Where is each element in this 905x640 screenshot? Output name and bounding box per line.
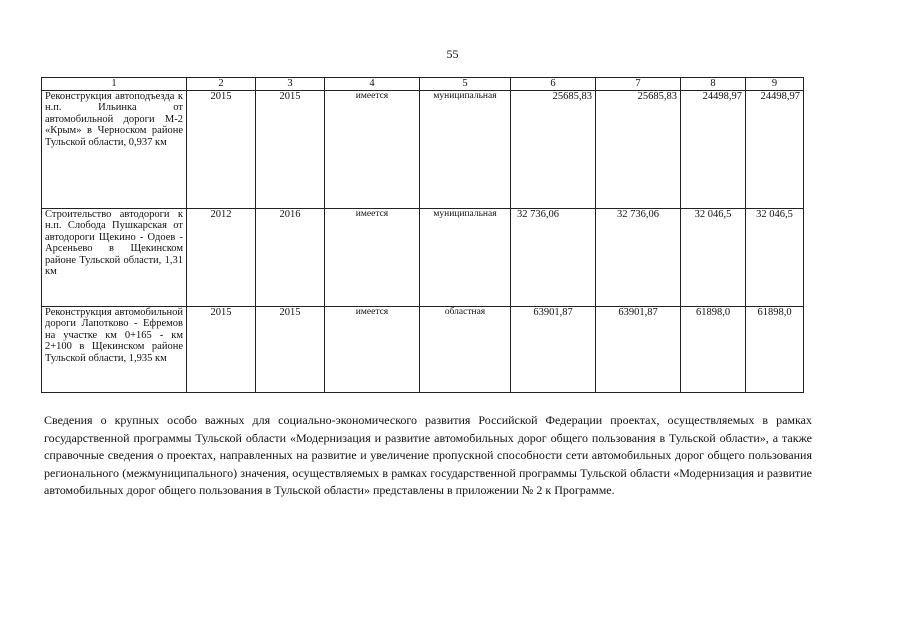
column-header: 8 — [681, 78, 746, 91]
start-year-cell: 2012 — [187, 209, 256, 307]
table-row — [42, 91, 804, 209]
column-header: 4 — [325, 78, 420, 91]
column-header: 9 — [746, 78, 804, 91]
ownership-cell: областная — [420, 307, 511, 393]
column-header: 2 — [187, 78, 256, 91]
ownership-cell: муниципальная — [420, 91, 511, 209]
value-cell-6: 25685,83 — [511, 91, 596, 209]
value-cell-6: 63901,87 — [511, 307, 596, 393]
column-header: 6 — [511, 78, 596, 91]
value-cell-6: 32 736,06 — [511, 209, 596, 307]
page-number: 55 — [446, 47, 459, 61]
value-cell-7: 63901,87 — [596, 307, 681, 393]
column-header: 5 — [420, 78, 511, 91]
end-year-cell: 2015 — [256, 307, 325, 393]
column-header: 3 — [256, 78, 325, 91]
ownership-cell: муниципальная — [420, 209, 511, 307]
end-year-cell: 2015 — [256, 91, 325, 209]
start-year-cell: 2015 — [187, 307, 256, 393]
column-header: 7 — [596, 78, 681, 91]
table-row — [42, 209, 804, 307]
documentation-cell: имеется — [325, 307, 420, 393]
project-name-cell: Реконструкция автомобильной дороги Лапотково - Ефремов на участке км 0+165 - км 2+100 в Щекинском районе Тульской области, 1,935 км — [42, 307, 187, 393]
value-cell-9: 32 046,5 — [746, 209, 804, 307]
value-cell-9: 24498,97 — [746, 91, 804, 209]
value-cell-7: 32 736,06 — [596, 209, 681, 307]
value-cell-8: 61898,0 — [681, 307, 746, 393]
documentation-cell: имеется — [325, 91, 420, 209]
body-paragraph: Сведения о крупных особо важных для социально-экономического развития Российской Федерации проектах, осуществляемых в рамках государственной программы Тульской области «Модернизация и развитие автомобильных дорог общего пользования в Тульской области», а также справочные сведения о проектах, направленных на развитие и увеличение пропускной способности сети автомобильных дорог общего пользования регионального (межмуниципального) значения, осуществляемых в рамках государственной программы Тульской области «Модернизация и развитие автомобильных дорог общего пользования в Тульской области» представлены в приложении № 2 к Программе. — [44, 413, 812, 498]
value-cell-8: 24498,97 — [681, 91, 746, 209]
documentation-cell: имеется — [325, 209, 420, 307]
projects-table — [41, 77, 804, 393]
value-cell-9: 61898,0 — [746, 307, 804, 393]
end-year-cell: 2016 — [256, 209, 325, 307]
value-cell-8: 32 046,5 — [681, 209, 746, 307]
value-cell-7: 25685,83 — [596, 91, 681, 209]
start-year-cell: 2015 — [187, 91, 256, 209]
column-header: 1 — [42, 78, 187, 91]
table-header-row — [42, 78, 804, 91]
project-name-cell: Реконструкция автоподъезда к н.п. Ильинка от автомобильной дороги М-2 «Крым» в Черноском районе Тульской области, 0,937 км — [42, 91, 187, 209]
project-name-cell: Строительство автодороги к н.п. Слобода Пушкарская от автодороги Щекино - Одоев - Арсеньево в Щекинском районе Тульской области, 1,31 км — [42, 209, 187, 307]
table-row — [42, 307, 804, 393]
